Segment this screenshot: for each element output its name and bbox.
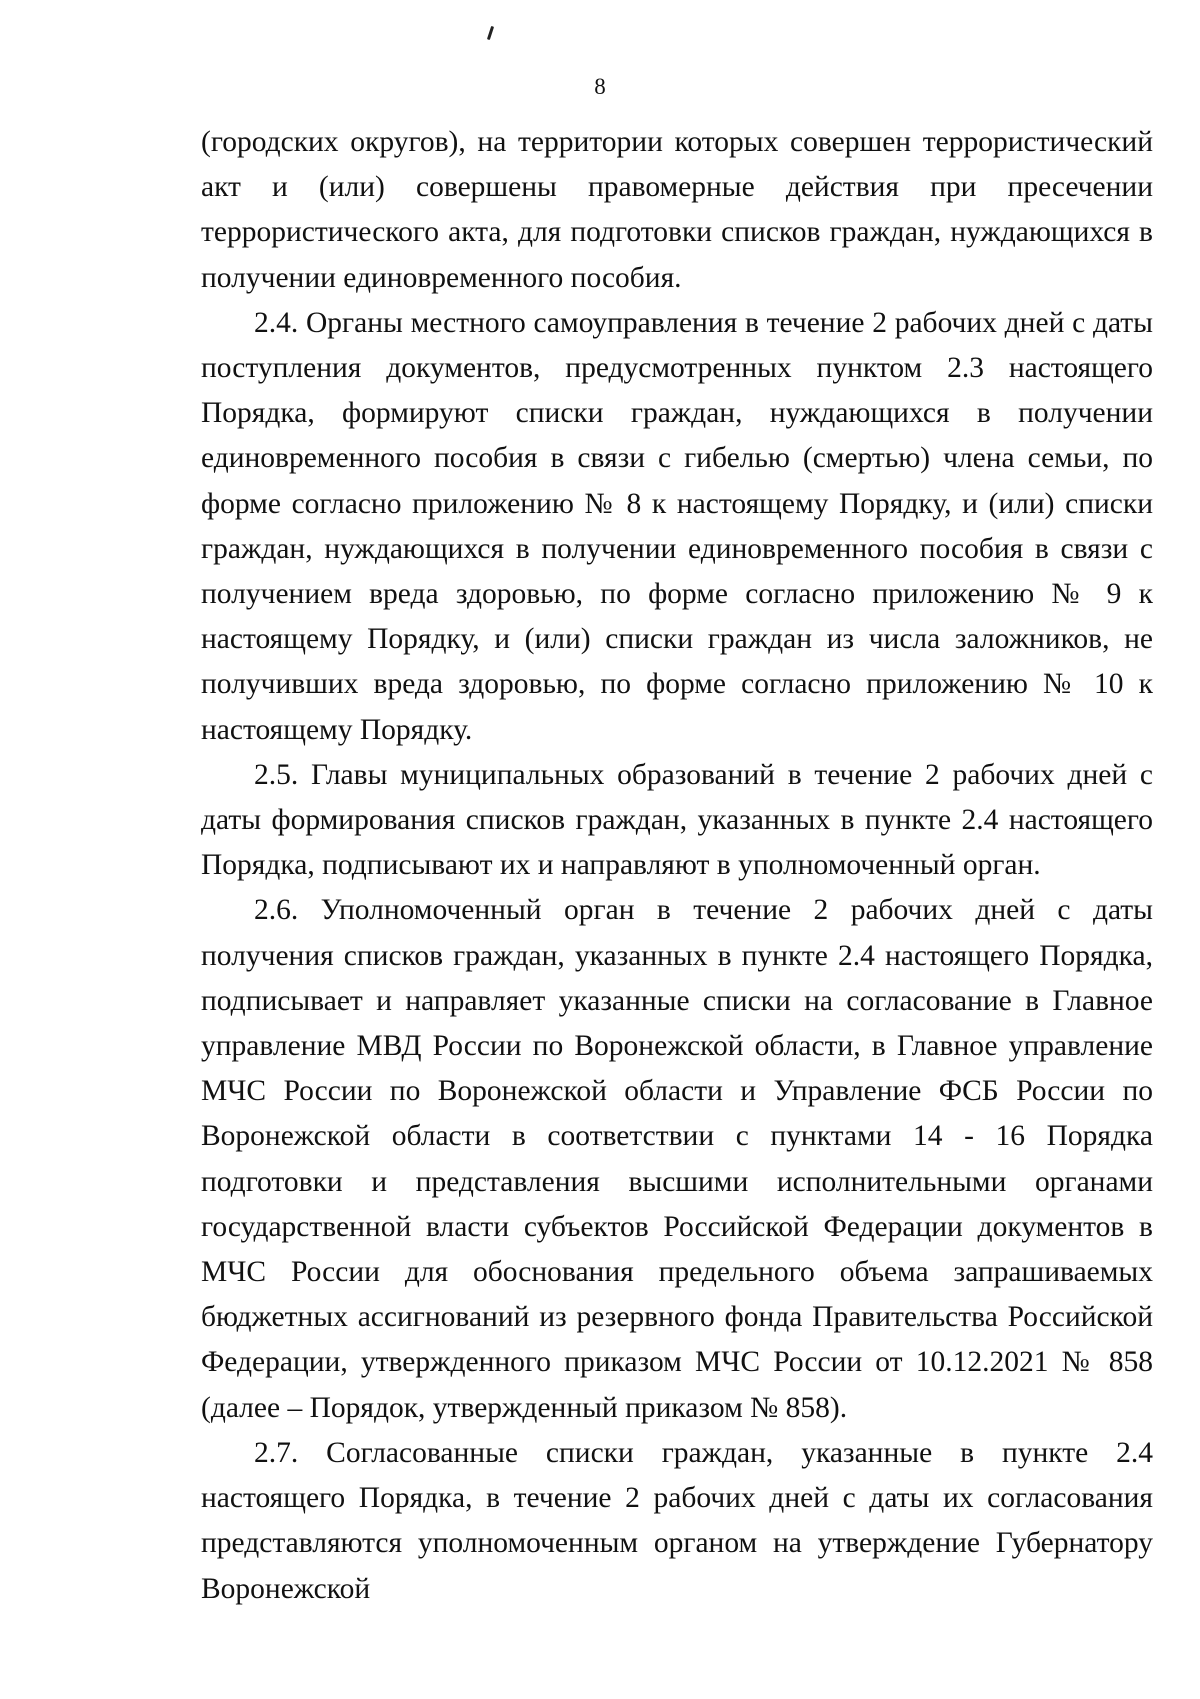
paragraph-2-7: 2.7. Согласованные списки граждан, указанные в пункте 2.4 настоящего Порядка, в течение 2 рабочих дней с даты их согласования представляются уполномоченным органом на утверждение Губернатору Воронежской [201,1436,1153,1605]
document-body [201,120,1153,1612]
paragraph-2-5: 2.5. Главы муниципальных образований в течение 2 рабочих дней с даты формирования списков граждан, указанных в пункте 2.4 настоящего Порядка, подписывают их и направляют в уполномоченный орган. [201,758,1153,882]
paragraph-2-4: 2.4. Органы местного самоуправления в течение 2 рабочих дней с даты поступления документов, предусмотренных пунктом 2.3 настоящего Порядка, формируют списки граждан, нуждающихся в получении единовременного пособия в связи с гибелью (смертью) члена семьи, по форме согласно приложению № 8 к настоящему Порядку, и (или) списки граждан, нуждающихся в получении единовременного пособия в связи с получением вреда здоровью, по форме согласно приложению № 9 к настоящему Порядку, и (или) списки граждан из числа заложников, не получивших вреда здоровью, по форме согласно приложению № 10 к настоящему Порядку. [201,306,1153,746]
paragraph-2-6: 2.6. Уполномоченный орган в течение 2 рабочих дней с даты получения списков граждан, указанных в пункте 2.4 настоящего Порядка, подписывает и направляет указанные списки на согласование в Главное управление МВД России по Воронежской области, в Главное управление МЧС России по Воронежской области и Управление ФСБ России по Воронежской области в соответствии с пунктами 14 - 16 Порядка подготовки и представления высшими исполнительными органами государственной власти субъектов Российской Федерации документов в МЧС России для обоснования предельного объема запрашиваемых бюджетных ассигнований из резервного фонда Правительства Российской Федерации, утвержденного приказом МЧС России от 10.12.2021 № 858 (далее – Порядок, утвержденный приказом № 858). [201,894,1153,1424]
paragraph-continuation: (городских округов), на территории которых совершен террористический акт и (или) совершены правомерные действия при пресечении террористического акта, для подготовки списков граждан, нуждающихся в получении единовременного пособия. [201,126,1153,294]
page-number: 8 [594,74,606,99]
scan-mark [487,26,494,40]
